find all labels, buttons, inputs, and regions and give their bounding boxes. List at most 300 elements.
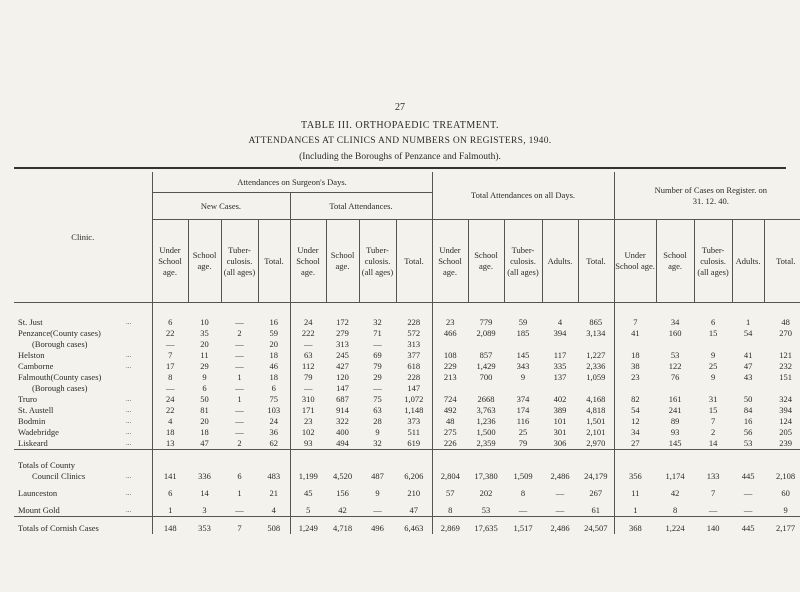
table-subtitle: ATTENDANCES AT CLINICS AND NUMBERS ON REGISTERS, 1940. bbox=[248, 136, 552, 146]
cell-value: 9 bbox=[710, 350, 716, 360]
cell-value: 34 bbox=[631, 427, 640, 437]
cell-value: — bbox=[304, 383, 313, 393]
cell-value: 6 bbox=[168, 488, 173, 498]
cell-value: 10 bbox=[200, 317, 209, 327]
cell-value: 3,134 bbox=[578, 328, 614, 339]
cell-value bbox=[468, 460, 504, 471]
cell-value: 75 bbox=[258, 394, 290, 405]
cell-value: 6 bbox=[237, 471, 242, 481]
cell-value: 2,359 bbox=[476, 438, 496, 448]
cell-value: 229 bbox=[443, 361, 457, 371]
cell-value: 228 bbox=[396, 372, 432, 383]
cell-value: 1,249 bbox=[298, 523, 318, 533]
cell-value bbox=[614, 383, 656, 394]
cell-value bbox=[396, 460, 432, 471]
col-tuber: Tuber-culosis. (all ages) bbox=[221, 220, 258, 303]
orthopaedic-table bbox=[14, 172, 800, 534]
cell-value: 36 bbox=[258, 427, 290, 438]
cell-value: 172 bbox=[336, 317, 349, 327]
cell-value: 46 bbox=[258, 361, 290, 372]
cell-value: 57 bbox=[446, 488, 455, 498]
cell-value: 4,818 bbox=[578, 405, 614, 416]
cell-value: 310 bbox=[301, 394, 315, 404]
cell-value: 81 bbox=[200, 405, 209, 415]
cell-value: 14 bbox=[708, 438, 718, 448]
cell-value: 160 bbox=[668, 328, 682, 338]
cell-value: 133 bbox=[706, 471, 720, 481]
cell-value: 7 bbox=[168, 350, 173, 360]
cell-value: 22 bbox=[166, 405, 175, 415]
cell-value: 8 bbox=[168, 372, 173, 382]
cell-value: 494 bbox=[336, 438, 349, 448]
cell-value: 102 bbox=[301, 427, 315, 437]
cell-value: 3 bbox=[202, 505, 207, 515]
cell-value: 171 bbox=[301, 405, 315, 415]
cell-value: — bbox=[518, 505, 528, 515]
cell-value: 27 bbox=[631, 438, 640, 448]
row-leader-dots: ... bbox=[126, 471, 152, 482]
cell-value: 2 bbox=[237, 438, 242, 448]
cell-value bbox=[542, 339, 578, 350]
cell-value: 9 bbox=[710, 372, 716, 382]
cell-value bbox=[432, 460, 468, 471]
cell-value: — bbox=[235, 361, 244, 371]
cell-value bbox=[188, 460, 221, 471]
cell-value bbox=[614, 339, 656, 350]
cell-value: 59 bbox=[258, 328, 290, 339]
row-leader-dots bbox=[126, 372, 152, 383]
col-under-school: Under School age. bbox=[152, 220, 188, 303]
cell-value: 122 bbox=[668, 361, 682, 371]
cell-value: 121 bbox=[779, 350, 792, 360]
cell-value: — bbox=[235, 505, 244, 515]
cell-value bbox=[542, 460, 578, 471]
cell-value: 232 bbox=[779, 361, 792, 371]
cell-value: 79 bbox=[304, 372, 313, 382]
cell-value: 353 bbox=[198, 523, 211, 533]
cell-value: — bbox=[373, 383, 382, 393]
cell-value: 322 bbox=[336, 416, 349, 426]
col-adults: Adults. bbox=[732, 220, 764, 303]
cell-value: — bbox=[555, 488, 565, 498]
col-tuber: Tuber-culosis. (all ages) bbox=[504, 220, 542, 303]
cell-value bbox=[732, 339, 764, 350]
row-leader-dots bbox=[126, 328, 152, 339]
cell-value: 47 bbox=[200, 438, 209, 448]
cell-value: 17,635 bbox=[474, 523, 498, 533]
cell-value: — bbox=[304, 339, 313, 349]
cell-value bbox=[694, 339, 732, 350]
col-school: School age. bbox=[656, 220, 694, 303]
cell-value: 41 bbox=[743, 350, 753, 360]
cell-value: 279 bbox=[336, 328, 349, 338]
cell-value bbox=[359, 460, 396, 471]
cell-value bbox=[578, 383, 614, 394]
table-row bbox=[14, 383, 800, 394]
cell-value: 210 bbox=[396, 488, 432, 499]
cell-value: 2,089 bbox=[476, 328, 496, 338]
row-label: (Borough cases) bbox=[32, 339, 88, 349]
cell-value bbox=[258, 460, 290, 471]
cell-value: 1,517 bbox=[513, 523, 533, 533]
cell-value: 7 bbox=[710, 416, 716, 426]
cell-value: 62 bbox=[258, 438, 290, 450]
cell-value: 1 bbox=[168, 505, 173, 515]
cell-value: 12 bbox=[631, 416, 640, 426]
cell-value: 402 bbox=[553, 394, 567, 404]
cell-value: 161 bbox=[668, 394, 682, 404]
cell-value: 228 bbox=[396, 317, 432, 328]
row-leader-dots: ... bbox=[126, 427, 152, 438]
row-leader-dots: ... bbox=[126, 361, 152, 372]
cell-value: 24,507 bbox=[578, 523, 614, 534]
row-leader-dots: ... bbox=[126, 505, 152, 517]
cell-value: 865 bbox=[578, 317, 614, 328]
cell-value: — bbox=[235, 350, 244, 360]
cell-value: 145 bbox=[516, 350, 530, 360]
cell-value bbox=[614, 460, 656, 471]
cell-value: 9 bbox=[375, 427, 380, 437]
cell-value: 82 bbox=[631, 394, 640, 404]
cell-value: 11 bbox=[631, 488, 640, 498]
cell-value: 1 bbox=[237, 394, 242, 404]
cell-value: 2,970 bbox=[578, 438, 614, 450]
cell-value: 32 bbox=[373, 438, 382, 448]
cell-value: 151 bbox=[779, 372, 792, 382]
cell-value: 53 bbox=[670, 350, 680, 360]
row-leader-dots: ... bbox=[126, 488, 152, 499]
cell-value bbox=[468, 383, 504, 394]
cell-value: 84 bbox=[743, 405, 753, 415]
cell-value: 20 bbox=[200, 339, 209, 349]
cell-value: 41 bbox=[631, 328, 640, 338]
cell-value: 3,763 bbox=[476, 405, 496, 415]
cell-value: 374 bbox=[516, 394, 530, 404]
cell-value bbox=[504, 460, 542, 471]
table-row bbox=[14, 523, 800, 534]
col-total: Total. bbox=[258, 220, 290, 303]
row-label: Mount Gold bbox=[18, 505, 60, 515]
cell-value: — bbox=[166, 383, 175, 393]
cell-value: — bbox=[743, 505, 753, 515]
cell-value: 89 bbox=[670, 416, 680, 426]
table-row bbox=[14, 339, 800, 350]
cell-value: 7 bbox=[237, 523, 242, 533]
cell-value: 24 bbox=[166, 394, 175, 404]
cell-value: 32 bbox=[373, 317, 382, 327]
table-row bbox=[14, 460, 800, 471]
cell-value: 14 bbox=[200, 488, 209, 498]
table-body bbox=[14, 303, 800, 535]
cell-value: 147 bbox=[396, 383, 432, 394]
cell-value: 1,224 bbox=[665, 523, 685, 533]
cell-value: — bbox=[235, 383, 244, 393]
cell-value: 93 bbox=[304, 438, 313, 448]
cell-value: 389 bbox=[553, 405, 567, 415]
cell-value: 313 bbox=[336, 339, 349, 349]
row-label: Launceston bbox=[18, 488, 58, 498]
cell-value: 1 bbox=[633, 505, 638, 515]
cell-value: 245 bbox=[336, 350, 349, 360]
cell-value: 445 bbox=[741, 523, 755, 533]
cell-value: 619 bbox=[396, 438, 432, 450]
cell-value: 140 bbox=[706, 523, 720, 533]
cell-value: 572 bbox=[396, 328, 432, 339]
cell-value: 335 bbox=[553, 361, 567, 371]
cell-value: 76 bbox=[670, 372, 680, 382]
table-row bbox=[14, 427, 800, 438]
cell-value: 202 bbox=[479, 488, 493, 498]
row-leader-dots bbox=[126, 460, 152, 471]
cell-value: 270 bbox=[779, 328, 792, 338]
row-label: Council Clinics bbox=[32, 471, 86, 481]
row-leader-dots: ... bbox=[126, 416, 152, 427]
cell-value: 213 bbox=[443, 372, 457, 382]
cell-value: 75 bbox=[373, 394, 382, 404]
cell-value: 508 bbox=[258, 523, 290, 534]
cell-value: 4,718 bbox=[332, 523, 353, 533]
col-under-school: Under School age. bbox=[614, 220, 656, 303]
cell-value: 239 bbox=[779, 438, 792, 448]
cell-value: 17 bbox=[166, 361, 175, 371]
cell-value: 6 bbox=[258, 383, 290, 394]
row-label: Wadebridge bbox=[18, 427, 59, 437]
cell-value: 4 bbox=[258, 505, 290, 517]
cell-value bbox=[764, 460, 800, 471]
col-school: School age. bbox=[188, 220, 221, 303]
cell-value: 101 bbox=[553, 416, 567, 426]
row-leader-dots bbox=[126, 383, 152, 394]
cell-value: 5 bbox=[306, 505, 311, 515]
cell-value: 16 bbox=[258, 317, 290, 328]
cell-value: 50 bbox=[200, 394, 209, 404]
cell-value: 147 bbox=[336, 383, 349, 393]
cell-value: 8 bbox=[448, 505, 453, 515]
cell-value: 724 bbox=[443, 394, 457, 404]
cell-value: 93 bbox=[670, 427, 680, 437]
row-leader-dots: ... bbox=[126, 317, 152, 328]
cell-value: 9 bbox=[783, 505, 788, 515]
cell-value: 1 bbox=[237, 488, 242, 498]
cell-value: 116 bbox=[516, 416, 530, 426]
cell-value: 11 bbox=[200, 350, 209, 360]
cell-value: 427 bbox=[336, 361, 349, 371]
table-note: (Including the Boroughs of Penzance and Falmouth). bbox=[299, 152, 501, 162]
cell-value: 117 bbox=[553, 350, 567, 360]
cell-value: 21 bbox=[258, 488, 290, 499]
row-leader-dots: ... bbox=[126, 405, 152, 416]
table-row bbox=[14, 471, 800, 482]
row-leader-dots: ... bbox=[126, 350, 152, 361]
table-row bbox=[14, 488, 800, 499]
cell-value: — bbox=[235, 427, 244, 437]
cell-value: 24,179 bbox=[578, 471, 614, 482]
cell-value: 20 bbox=[258, 339, 290, 350]
cell-value: 53 bbox=[743, 438, 753, 448]
cell-value: 2,869 bbox=[440, 523, 460, 533]
table-row bbox=[14, 328, 800, 339]
cell-value: 394 bbox=[553, 328, 567, 338]
cell-value: 1,500 bbox=[476, 427, 496, 437]
cell-value: 60 bbox=[781, 488, 790, 498]
cell-value: 31 bbox=[708, 394, 718, 404]
cell-value: 23 bbox=[631, 372, 640, 382]
cell-value: 79 bbox=[518, 438, 528, 448]
cell-value: 1 bbox=[237, 372, 242, 382]
cell-value: 8 bbox=[672, 505, 678, 515]
table-row bbox=[14, 505, 800, 517]
cell-value: 1,059 bbox=[578, 372, 614, 383]
cell-value: 267 bbox=[578, 488, 614, 499]
cell-value: 112 bbox=[302, 361, 315, 371]
cell-value: 496 bbox=[371, 523, 384, 533]
row-leader-dots: ... bbox=[126, 394, 152, 405]
cell-value: 28 bbox=[373, 416, 382, 426]
cell-value: 1,429 bbox=[476, 361, 496, 371]
cell-value: 18 bbox=[258, 350, 290, 361]
cell-value: 42 bbox=[338, 505, 347, 515]
table-row bbox=[14, 361, 800, 372]
cell-value: 148 bbox=[163, 523, 177, 533]
table-row bbox=[14, 372, 800, 383]
cell-value: 9 bbox=[202, 372, 207, 382]
col-under-school: Under School age. bbox=[290, 220, 326, 303]
cell-value: 6,206 bbox=[396, 471, 432, 482]
cell-value: 45 bbox=[304, 488, 313, 498]
cell-value bbox=[326, 460, 359, 471]
cell-value: — bbox=[708, 505, 718, 515]
cell-value bbox=[578, 339, 614, 350]
cell-value: 13 bbox=[166, 438, 175, 448]
cell-value bbox=[542, 383, 578, 394]
cell-value: 700 bbox=[479, 372, 493, 382]
cell-value: 23 bbox=[446, 317, 455, 327]
cell-value: — bbox=[235, 339, 244, 349]
cell-value bbox=[656, 383, 694, 394]
cell-value: 2 bbox=[710, 427, 716, 437]
total-attendances-header: Total Attendances. bbox=[290, 193, 432, 220]
cell-value: 6 bbox=[168, 317, 173, 327]
row-label: St. Just bbox=[18, 317, 43, 327]
cell-value: 275 bbox=[443, 427, 457, 437]
cell-value: 29 bbox=[373, 372, 382, 382]
cell-value: 487 bbox=[371, 471, 384, 481]
table-row bbox=[14, 438, 800, 450]
cell-value: 445 bbox=[741, 471, 755, 481]
register-header: Number of Cases on Register. on 31. 12. 40. bbox=[614, 172, 800, 220]
cell-value: 79 bbox=[373, 361, 382, 371]
cell-value: 18 bbox=[258, 372, 290, 383]
cell-value: 687 bbox=[336, 394, 349, 404]
cell-value: 301 bbox=[553, 427, 567, 437]
cell-value: 222 bbox=[301, 328, 315, 338]
cell-value: 1,236 bbox=[476, 416, 496, 426]
cell-value: 6,463 bbox=[396, 523, 432, 534]
cell-value: 103 bbox=[258, 405, 290, 416]
cell-value: 35 bbox=[200, 328, 209, 338]
cell-value: 7 bbox=[633, 317, 638, 327]
cell-value bbox=[694, 383, 732, 394]
row-label: Totals of County bbox=[18, 460, 76, 470]
cell-value: 54 bbox=[743, 328, 753, 338]
table-title: TABLE III. ORTHOPAEDIC TREATMENT. bbox=[301, 120, 499, 131]
cell-value: 59 bbox=[518, 317, 528, 327]
cell-value: 4,520 bbox=[332, 471, 353, 481]
cell-value: 18 bbox=[631, 350, 640, 360]
col-tuber: Tuber-culosis. (all ages) bbox=[694, 220, 732, 303]
cell-value: 2,336 bbox=[578, 361, 614, 372]
all-days-header: Total Attendances on all Days. bbox=[432, 172, 614, 220]
cell-value: — bbox=[235, 317, 244, 327]
cell-value: 6 bbox=[202, 383, 207, 393]
cell-value: 47 bbox=[743, 361, 753, 371]
cell-value: 492 bbox=[443, 405, 457, 415]
cell-value bbox=[764, 383, 800, 394]
cell-value: 16 bbox=[743, 416, 753, 426]
col-total: Total. bbox=[578, 220, 614, 303]
cell-value bbox=[656, 339, 694, 350]
cell-value: 8 bbox=[520, 488, 526, 498]
cell-value: 511 bbox=[396, 427, 432, 438]
row-spacer bbox=[14, 303, 800, 318]
cell-value: 137 bbox=[553, 372, 567, 382]
cell-value: 857 bbox=[479, 350, 493, 360]
cell-value: 71 bbox=[373, 328, 382, 338]
cell-value: 306 bbox=[553, 438, 567, 448]
row-leader-dots bbox=[126, 339, 152, 350]
cell-value: — bbox=[166, 339, 175, 349]
cell-value: 241 bbox=[668, 405, 682, 415]
cell-value: 377 bbox=[396, 350, 432, 361]
col-total: Total. bbox=[764, 220, 800, 303]
cell-value: 313 bbox=[396, 339, 432, 350]
cell-value bbox=[732, 383, 764, 394]
table-row bbox=[14, 416, 800, 427]
cell-value: 205 bbox=[779, 427, 792, 437]
cell-value: 15 bbox=[708, 328, 718, 338]
row-label: Helston bbox=[18, 350, 45, 360]
cell-value: 779 bbox=[479, 317, 493, 327]
cell-value: 4 bbox=[168, 416, 173, 426]
cell-value: 20 bbox=[200, 416, 209, 426]
cell-value bbox=[432, 383, 468, 394]
cell-value: 400 bbox=[336, 427, 349, 437]
table-row bbox=[14, 394, 800, 405]
cell-value: 145 bbox=[668, 438, 682, 448]
cell-value: — bbox=[743, 488, 753, 498]
cell-value: 356 bbox=[628, 471, 642, 481]
cell-value: 18 bbox=[166, 427, 175, 437]
cell-value: 1,227 bbox=[578, 350, 614, 361]
cell-value: 42 bbox=[670, 488, 680, 498]
cell-value: 156 bbox=[336, 488, 349, 498]
cell-value: 48 bbox=[781, 317, 790, 327]
row-leader-dots bbox=[126, 523, 152, 534]
row-label: Bodmin bbox=[18, 416, 46, 426]
cell-value: 120 bbox=[336, 372, 349, 382]
page-number: 27 bbox=[395, 102, 405, 113]
cell-value: 1,174 bbox=[665, 471, 685, 481]
cell-value: — bbox=[235, 416, 244, 426]
cell-value bbox=[764, 339, 800, 350]
cell-value bbox=[732, 460, 764, 471]
cell-value: 618 bbox=[396, 361, 432, 372]
cell-value: 185 bbox=[516, 328, 530, 338]
row-label: Penzance(County cases) bbox=[18, 328, 101, 338]
cell-value bbox=[578, 460, 614, 471]
cell-value: 22 bbox=[166, 328, 175, 338]
table-row bbox=[14, 405, 800, 416]
